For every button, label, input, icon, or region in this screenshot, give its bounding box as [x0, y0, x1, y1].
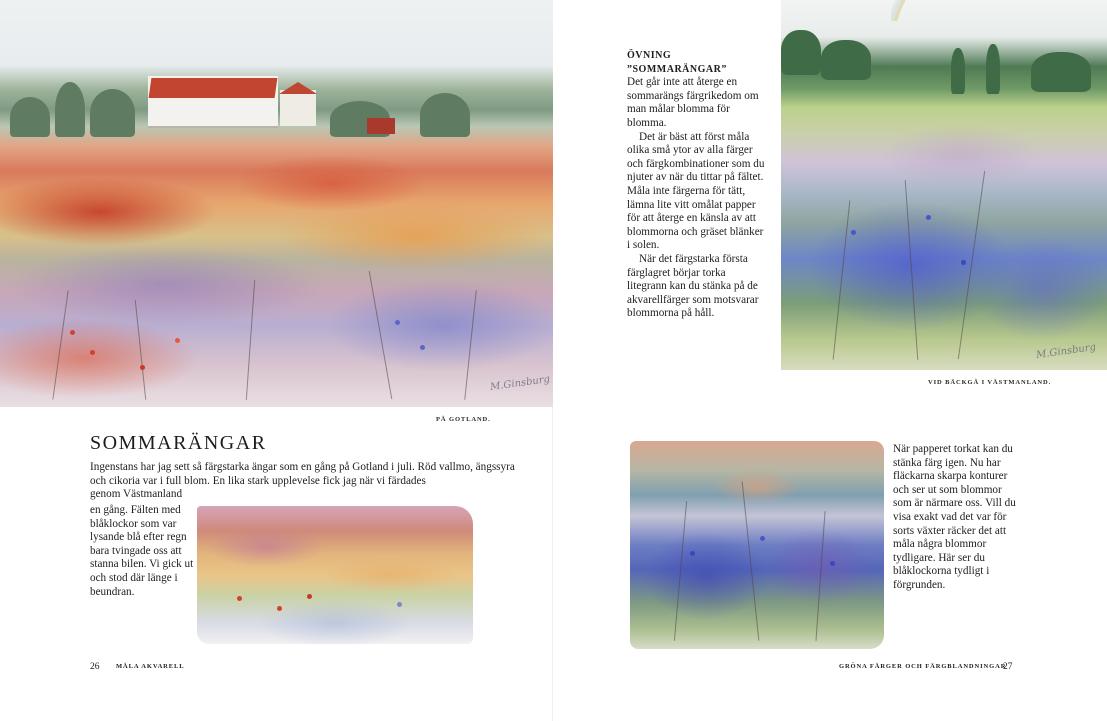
red-shed-shape	[367, 118, 395, 134]
tree-shape	[420, 93, 470, 137]
chicory-splash	[395, 320, 400, 325]
artist-signature: M.Ginsburg	[489, 373, 551, 394]
poppy-splash	[70, 330, 75, 335]
poppy-splash	[277, 606, 282, 611]
bluebell-splash	[851, 230, 856, 235]
chapter-title: SOMMARÄNGAR	[90, 432, 267, 454]
poppy-splash	[90, 350, 95, 355]
barn-roof-shape	[149, 78, 278, 98]
exercise-paragraph-2: Det är bäst att först måla olika små ytor av alla färger och färgkombinationer som du njuter av när du tittar på fältet. Måla inte färgerna för tätt, lämna lite vitt omålat papper för att återge en känsla av att blommorna och gräset blänker i solen.	[627, 130, 765, 252]
grass-stem	[833, 200, 851, 359]
tree-shape	[55, 82, 85, 137]
tree-shape	[90, 89, 135, 137]
tree-shape	[10, 97, 50, 137]
poppy-splash	[140, 365, 145, 370]
intro-paragraph-line2: genom Västmanland	[90, 488, 183, 500]
page-number-left: 26	[90, 662, 100, 672]
exercise-heading: ÖVNING ”SOMMARÄNGAR”	[627, 50, 727, 75]
grass-stem	[464, 290, 476, 400]
grass-stem	[905, 180, 919, 360]
bluebell-splash	[690, 551, 695, 556]
chicory-splash	[397, 602, 402, 607]
tree-shape	[986, 44, 1000, 94]
caption-backga: VID BÄCKGÅ I VÄSTMANLAND.	[928, 379, 1052, 386]
tree-shape	[781, 30, 821, 75]
running-head-left: MÅLA AKVARELL	[116, 663, 185, 670]
rainbow-shape	[891, 0, 1107, 190]
tree-shape	[821, 40, 871, 80]
bluebell-splash	[760, 536, 765, 541]
bluebell-splash	[830, 561, 835, 566]
tree-shape	[951, 48, 965, 94]
exercise-box	[627, 49, 767, 321]
running-head-right: GRÖNA FÄRGER OCH FÄRGBLANDNINGAR	[839, 663, 1007, 670]
tree-shape	[1031, 52, 1091, 92]
watercolor-field-study	[197, 506, 473, 644]
intro-paragraph-rest: en gång. Fälten med blåklockor som var lysande blå efter regn bara tvingade oss att stanna bilen. Vi gick ut och stod där länge i beundran.	[90, 504, 194, 598]
grass-stem	[246, 280, 255, 400]
farmhouse-shape	[280, 90, 316, 126]
grass-stem	[958, 171, 985, 359]
artist-signature: M.Ginsburg	[1035, 341, 1097, 362]
grass-stem	[52, 290, 68, 399]
chicory-splash	[420, 345, 425, 350]
grass-stem	[369, 271, 393, 399]
poppy-splash	[237, 596, 242, 601]
grass-stem	[815, 511, 825, 641]
caption-gotland: PÅ GOTLAND.	[436, 416, 491, 423]
bluebell-splash	[961, 260, 966, 265]
exercise-paragraph-1: Det går inte att återge en sommarängs färgrikedom om man målar blomma för blomma.	[627, 76, 759, 129]
splatter-tip-paragraph: När papperet torkat kan du stänka färg igen. Nu har fläckarna skarpa konturer och ser ut som blommor som är närmare oss. Vill du visa exakt vad det var för sorts växter räcker det att måla några blommor tydligare. Här ser du blåklockorna tydligt i förgrunden.	[893, 443, 1016, 591]
exercise-paragraph-3: När det färgstarka första färglagret börjar torka litegrann kan du stänka på de akvarellfärger som motsvarar blommorna på håll.	[627, 252, 759, 320]
watercolor-bluebell-study	[630, 441, 884, 649]
watercolor-gotland-farm-meadow	[0, 0, 553, 407]
grass-stem	[742, 481, 760, 640]
poppy-splash	[175, 338, 180, 343]
watercolor-backga-meadow	[781, 0, 1107, 370]
bluebell-splash	[926, 215, 931, 220]
poppy-splash	[307, 594, 312, 599]
grass-stem	[135, 300, 146, 400]
page-number-right: 27	[1003, 662, 1013, 672]
farmhouse-roof-shape	[279, 82, 317, 94]
intro-paragraph-line1: Ingenstans har jag sett så färgstarka ängar som en gång på Gotland i juli. Röd vallmo, ängssyra och cikoria var i full blom. En lika stark upplevelse fick jag när vi färdades	[90, 461, 515, 487]
grass-stem	[674, 501, 687, 641]
